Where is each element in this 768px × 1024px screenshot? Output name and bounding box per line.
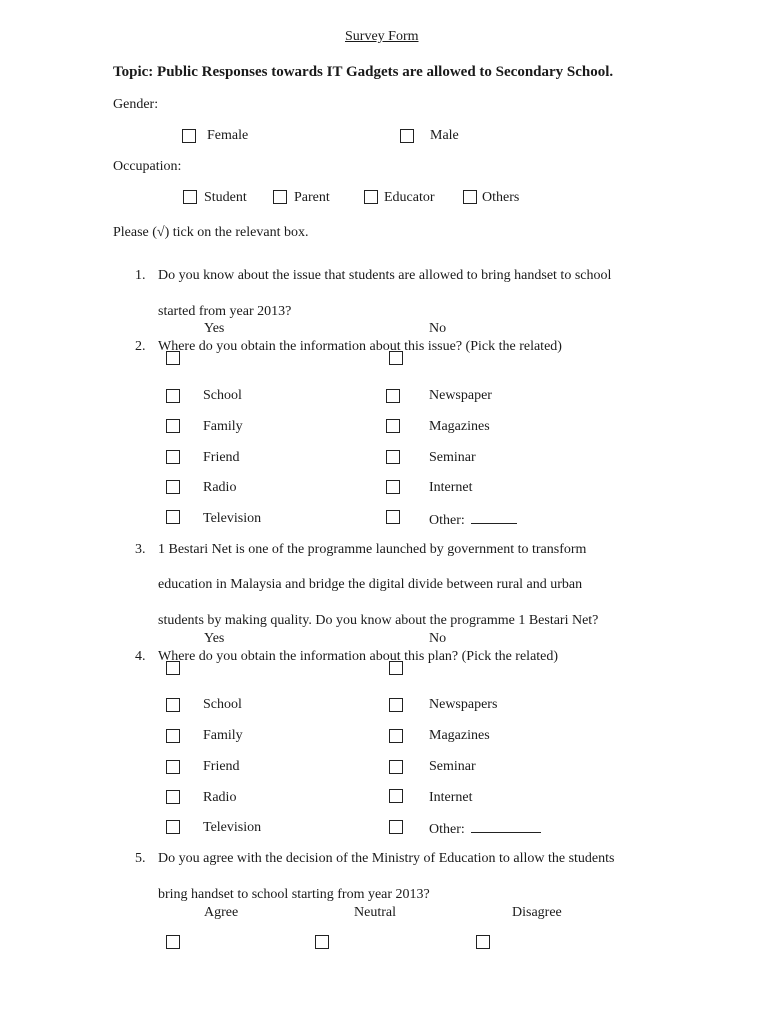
- gender-male-label: Male: [430, 128, 459, 143]
- q4-seminar-checkbox[interactable]: [389, 760, 403, 774]
- q5-agree-label: Agree: [204, 905, 239, 920]
- q4-internet-label: Internet: [429, 790, 473, 805]
- occupation-student-label: Student: [204, 190, 247, 205]
- q4-family-checkbox[interactable]: [166, 729, 180, 743]
- q5-number: 5.: [135, 851, 146, 866]
- q3-text-line1: 1 Bestari Net is one of the programme launched by government to transform: [158, 542, 587, 557]
- q2-family-label: Family: [203, 419, 243, 434]
- q4-other-label: Other:: [429, 822, 465, 837]
- q2-seminar-label: Seminar: [429, 450, 476, 465]
- q2-school-label: School: [203, 388, 242, 403]
- occupation-educator-label: Educator: [384, 190, 435, 205]
- q5-text-line2: bring handset to school starting from year 2013?: [158, 887, 430, 902]
- q4-seminar-label: Seminar: [429, 759, 476, 774]
- q1-text-line2: started from year 2013?: [158, 304, 292, 319]
- q4-friend-checkbox[interactable]: [166, 760, 180, 774]
- q2-other-row: [429, 511, 517, 529]
- q4-other-checkbox[interactable]: [389, 820, 403, 834]
- gender-female-label: Female: [207, 128, 249, 143]
- q5-neutral-checkbox[interactable]: [315, 935, 329, 949]
- occupation-student-checkbox[interactable]: [183, 190, 197, 204]
- form-title: Survey Form: [345, 29, 419, 44]
- q3-yes-label: Yes: [204, 631, 225, 646]
- q2-radio-checkbox[interactable]: [166, 480, 180, 494]
- q2-newspaper-checkbox[interactable]: [386, 389, 400, 403]
- q2-number: 2.: [135, 339, 146, 354]
- q4-radio-label: Radio: [203, 790, 237, 805]
- q2-internet-checkbox[interactable]: [386, 480, 400, 494]
- q5-agree-checkbox[interactable]: [166, 935, 180, 949]
- q2-radio-label: Radio: [203, 480, 237, 495]
- occupation-parent-checkbox[interactable]: [273, 190, 287, 204]
- q4-magazines-label: Magazines: [429, 728, 490, 743]
- q4-text: Where do you obtain the information about this plan? (Pick the related): [158, 649, 559, 664]
- q2-newspaper-label: Newspaper: [429, 388, 492, 403]
- q5-disagree-label: Disagree: [512, 905, 562, 920]
- gender-male-checkbox[interactable]: [400, 129, 414, 143]
- q4-radio-checkbox[interactable]: [166, 790, 180, 804]
- occupation-educator-checkbox[interactable]: [364, 190, 378, 204]
- q4-other-blank[interactable]: [471, 820, 541, 833]
- q2-magazines-label: Magazines: [429, 419, 490, 434]
- q3-no-label: No: [429, 631, 447, 646]
- instruction-text: Please (√) tick on the relevant box.: [113, 225, 309, 240]
- q2-television-label: Television: [203, 511, 262, 526]
- q4-television-label: Television: [203, 820, 262, 835]
- gender-female-checkbox[interactable]: [182, 129, 196, 143]
- q1-yes-label: Yes: [204, 321, 225, 336]
- q4-school-checkbox[interactable]: [166, 698, 180, 712]
- q4-number: 4.: [135, 649, 146, 664]
- q4-magazines-checkbox[interactable]: [389, 729, 403, 743]
- q1-no-label: No: [429, 321, 447, 336]
- q4-newspapers-checkbox[interactable]: [389, 698, 403, 712]
- q3-text-line3: students by making quality. Do you know about the programme 1 Bestari Net?: [158, 613, 599, 628]
- q2-friend-checkbox[interactable]: [166, 450, 180, 464]
- gender-label: Gender:: [113, 97, 159, 112]
- q4-school-label: School: [203, 697, 242, 712]
- q2-school-checkbox[interactable]: [166, 389, 180, 403]
- q2-text: Where do you obtain the information about this issue? (Pick the related): [158, 339, 562, 354]
- q4-other-row: [429, 820, 541, 838]
- q3-number: 3.: [135, 542, 146, 557]
- occupation-others-label: Others: [482, 190, 520, 205]
- q2-other-checkbox[interactable]: [386, 510, 400, 524]
- q4-internet-checkbox[interactable]: [389, 789, 403, 803]
- q3-text-line2: education in Malaysia and bridge the digital divide between rural and urban: [158, 577, 583, 592]
- q4-friend-label: Friend: [203, 759, 240, 774]
- occupation-others-checkbox[interactable]: [463, 190, 477, 204]
- q2-other-label: Other:: [429, 513, 465, 528]
- q1-text-line1: Do you know about the issue that students are allowed to bring handset to school: [158, 268, 612, 283]
- occupation-parent-label: Parent: [294, 190, 330, 205]
- q5-disagree-checkbox[interactable]: [476, 935, 490, 949]
- q2-television-checkbox[interactable]: [166, 510, 180, 524]
- q2-internet-label: Internet: [429, 480, 473, 495]
- q2-friend-label: Friend: [203, 450, 240, 465]
- q4-television-checkbox[interactable]: [166, 820, 180, 834]
- topic-heading: Topic: Public Responses towards IT Gadgets are allowed to Secondary School.: [113, 64, 614, 80]
- q2-family-checkbox[interactable]: [166, 419, 180, 433]
- q1-number: 1.: [135, 268, 146, 283]
- q5-neutral-label: Neutral: [354, 905, 396, 920]
- q4-family-label: Family: [203, 728, 243, 743]
- q2-magazines-checkbox[interactable]: [386, 419, 400, 433]
- q5-text-line1: Do you agree with the decision of the Ministry of Education to allow the students: [158, 851, 615, 866]
- q2-other-blank[interactable]: [471, 511, 517, 524]
- occupation-label: Occupation:: [113, 159, 182, 174]
- q4-newspapers-label: Newspapers: [429, 697, 498, 712]
- q2-seminar-checkbox[interactable]: [386, 450, 400, 464]
